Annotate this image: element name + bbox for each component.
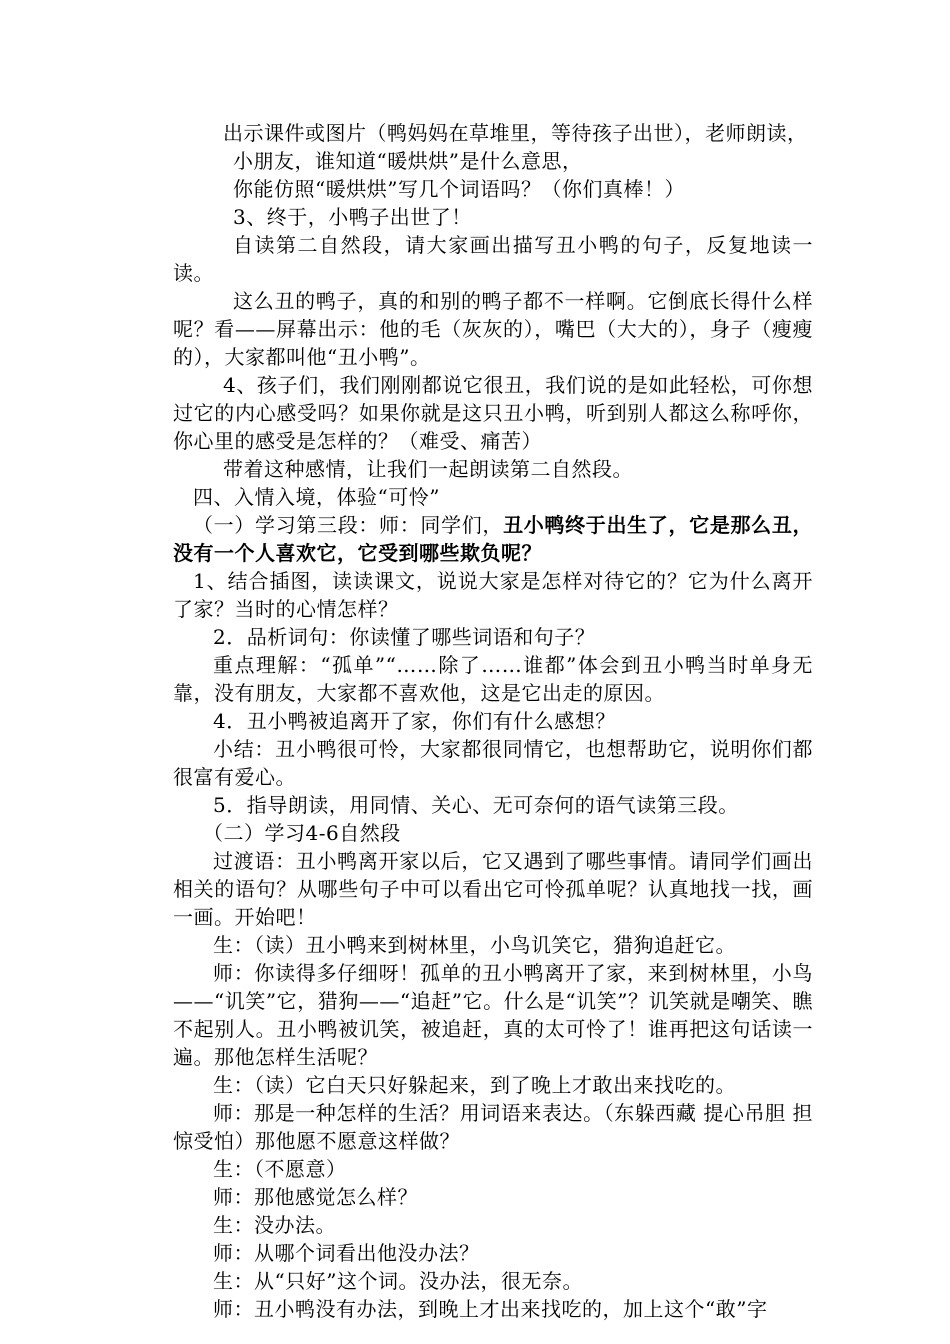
paragraph-10-plain: （一）学习第三段：师：同学们， [193,513,504,537]
paragraph-20: 师：你读得多仔细呀！孤单的丑小鸭离开了家，来到树林里，小鸟——“讥笑”它，猎狗——“追赶”它。什么是“讥笑”？讥笑就是嘲笑、瞧不起别人。丑小鸭被讥笑，被追赶，真的太可怜了！谁再把这句话读一遍。那他怎样生活呢？ [173,961,813,1069]
paragraph-2: 小朋友，谁知道“暖烘烘”是什么意思， [233,149,583,173]
section-heading-4: 四、入情入境，体验“可怜” [193,485,440,509]
paragraph-27: 生：从“只好”这个词。没办法，很无奈。 [213,1269,583,1293]
paragraph-8: 带着这种感情，让我们一起朗读第二自然段。 [223,457,633,481]
paragraph-12: 2．品析词句：你读懂了哪些词语和句子？ [213,625,596,649]
paragraph-21: 生：（读）它白天只好躲起来，到了晚上才敢出来找吃的。 [213,1073,736,1097]
paragraph-5: 自读第二自然段，请大家画出描写丑小鸭的句子，反复地读一读。 [173,233,813,285]
paragraph-16: 5．指导朗读，用同情、关心、无可奈何的语气读第三段。 [213,793,739,817]
sub-heading-2: （二）学习4-6自然段 [203,821,401,845]
paragraph-13: 重点理解：“孤单”“……除了……谁都”体会到丑小鸭当时单身无靠，没有朋友，大家都不喜欢他，这是它出走的原因。 [173,653,813,705]
paragraph-3: 你能仿照“暖烘烘”写几个词语吗？（你们真棒！） [233,177,685,201]
paragraph-7: 4、孩子们，我们刚刚都说它很丑，我们说的是如此轻松，可你想过它的内心感受吗？如果你就是这只丑小鸭，听到别人都这么称呼你，你心里的感受是怎样的？（难受、痛苦） [173,373,813,453]
paragraph-15: 小结：丑小鸭很可怜，大家都很同情它，也想帮助它，说明你们都很富有爱心。 [173,737,813,789]
paragraph-28: 师：丑小鸭没有办法，到晚上才出来找吃的，加上这个“敢”字 [213,1297,768,1321]
document-body [173,119,813,1323]
paragraph-22: 师：那是一种怎样的生活？用词语来表达。（东躲西藏 提心吊胆 担惊受怕）那他愿不愿意这样做？ [173,1101,813,1153]
paragraph-6: 这么丑的鸭子，真的和别的鸭子都不一样啊。它倒底长得什么样呢？看——屏幕出示：他的毛（灰灰的），嘴巴（大大的），身子（瘦瘦的），大家都叫他“丑小鸭”。 [173,289,813,369]
paragraph-14: 4．丑小鸭被追离开了家，你们有什么感想？ [213,709,616,733]
paragraph-10 [173,511,813,567]
paragraph-10-bold: 丑小鸭终于出生了，它是那么丑，没有一个人喜欢它，它受到哪些欺负呢？ [173,513,814,565]
paragraph-25: 生：没办法。 [213,1213,336,1237]
paragraph-11: 1、结合插图，读读课文，说说大家是怎样对待它的？它为什么离开了家？当时的心情怎样？ [173,569,813,621]
paragraph-24: 师：那他感觉怎么样？ [213,1185,418,1209]
paragraph-26: 师：从哪个词看出他没办法？ [213,1241,480,1265]
paragraph-18: 过渡语：丑小鸭离开家以后，它又遇到了哪些事情。请同学们画出相关的语句？从哪些句子中可以看出它可怜孤单呢？认真地找一找，画一画。开始吧！ [173,849,813,929]
paragraph-23: 生：（不愿意） [213,1157,347,1181]
paragraph-4: 3、终于，小鸭子出世了！ [233,205,472,229]
paragraph-19: 生：（读）丑小鸭来到树林里，小鸟讥笑它，猎狗追赶它。 [213,933,736,957]
paragraph-1: 出示课件或图片（鸭妈妈在草堆里，等待孩子出世），老师朗读， [223,121,808,145]
